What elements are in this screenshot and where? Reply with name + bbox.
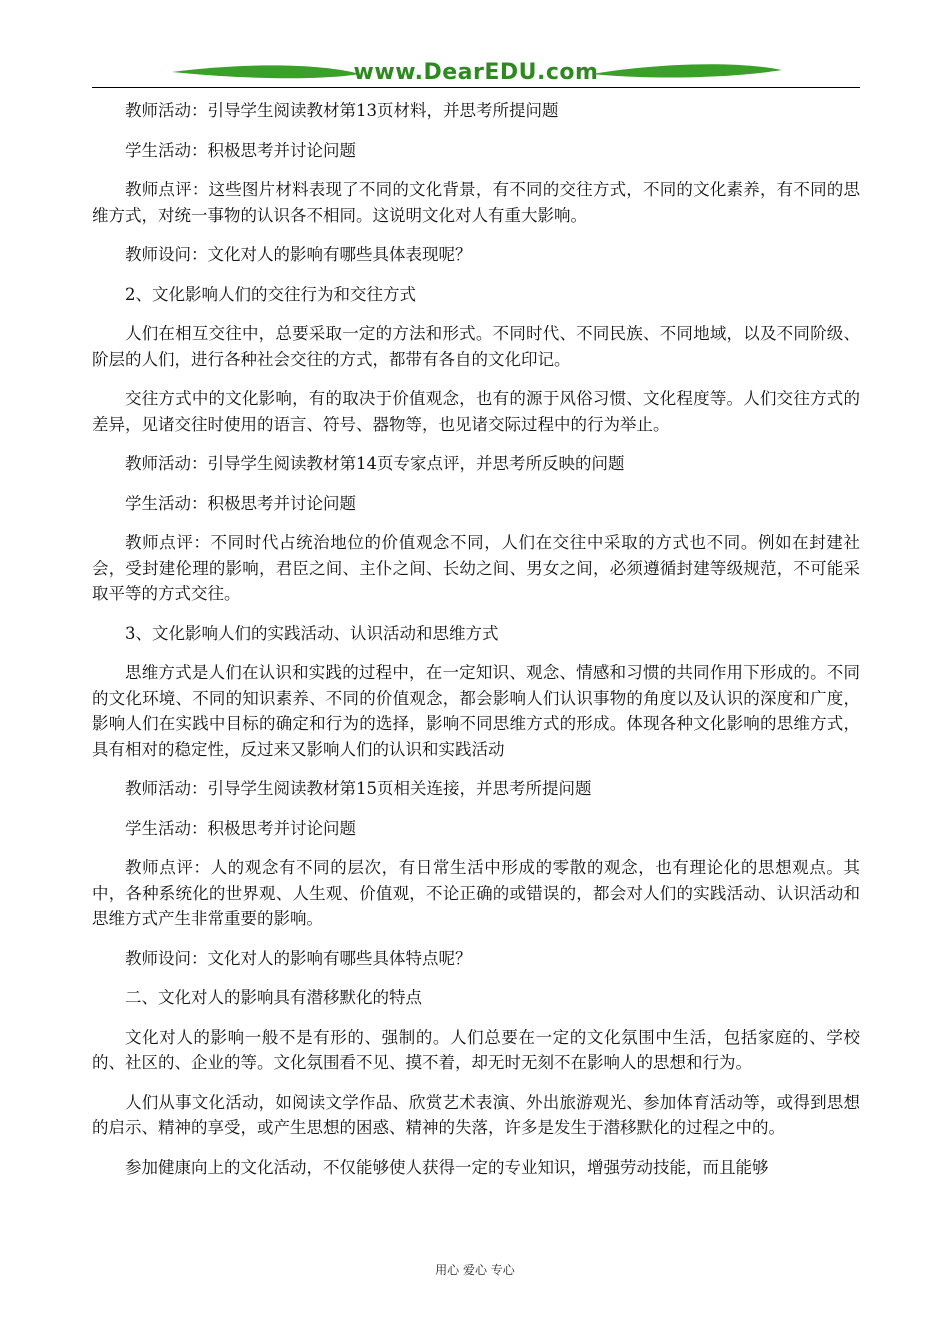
- paragraph: 交往方式中的文化影响，有的取决于价值观念，也有的源于风俗习惯、文化程度等。人们交往方式的差异，见诸交往时使用的语言、符号、器物等，也见诸交际过程中的行为举止。: [92, 389, 860, 434]
- paragraph: 教师点评：这些图片材料表现了不同的文化背景，有不同的交往方式，不同的文化素养，有不同的思维方式，对统一事物的认识各不相同。这说明文化对人有重大影响。: [92, 180, 860, 225]
- paragraph: 人们从事文化活动，如阅读文学作品、欣赏艺术表演、外出旅游观光、参加体育活动等，或得到思想的启示、精神的享受，或产生思想的困惑、精神的失落，许多是发生于潜移默化的过程之中的。: [92, 1092, 860, 1137]
- paragraph: 人们在相互交往中，总要采取一定的方法和形式。不同时代、不同民族、不同地域，以及不同阶级、阶层的人们，进行各种社会交往的方式，都带有各自的文化印记。: [92, 324, 860, 369]
- site-logo[interactable]: www.DearEDU.com: [353, 60, 599, 85]
- page-footer: 用心 爱心 专心: [435, 1263, 515, 1277]
- site-header: [92, 56, 860, 90]
- paragraph: 思维方式是人们在认识和实践的过程中，在一定知识、观念、情感和习惯的共同作用下形成的。不同的文化环境、不同的知识素养、不同的价值观念，都会影响人们认识事物的角度以及认识的深度和广度，影响人们在实践中目标的确定和行为的选择，影响不同思维方式的形成。体现各种文化影响的思维方式，具有相对的稳定性，反过来又影响人们的认识和实践活动: [92, 663, 860, 759]
- section-heading: 二、文化对人的影响具有潜移默化的特点: [125, 988, 422, 1007]
- paragraph: 教师活动：引导学生阅读教材第15页相关连接，并思考所提问题: [125, 779, 592, 798]
- section-heading: 3、文化影响人们的实践活动、认识活动和思维方式: [125, 623, 499, 643]
- header-divider: [92, 87, 860, 88]
- paragraph: 教师点评：不同时代占统治地位的价值观念不同，人们在交往中采取的方式也不同。例如在封建社会，受封建伦理的影响，君臣之间、主仆之间、长幼之间、男女之间，必须遵循封建等级规范，不可能采取平等的方式交往。: [92, 533, 860, 603]
- paragraph: 教师活动：引导学生阅读教材第14页专家点评，并思考所反映的问题: [125, 454, 625, 473]
- paragraph: 教师设问：文化对人的影响有哪些具体表现呢？: [125, 245, 472, 264]
- paragraph: 参加健康向上的文化活动，不仅能够使人获得一定的专业知识，增强劳动技能，而且能够: [125, 1157, 769, 1177]
- paragraph: 学生活动：积极思考并讨论问题: [125, 140, 356, 160]
- document-body: [92, 98, 860, 1194]
- paragraph: 教师点评：人的观念有不同的层次，有日常生活中形成的零散的观念，也有理论化的思想观点。其中，各种系统化的世界观、人生观、价值观，不论正确的或错误的，都会对人们的实践活动、认识活动和思维方式产生非常重要的影响。: [92, 858, 860, 928]
- paragraph: 教师活动：引导学生阅读教材第13页材料，并思考所提问题: [125, 101, 559, 120]
- paragraph: 教师设问：文化对人的影响有哪些具体特点呢？: [125, 948, 472, 968]
- paragraph: 文化对人的影响一般不是有形的、强制的。人们总要在一定的文化氛围中生活，包括家庭的、学校的、社区的、企业的等。文化氛围看不见、摸不着，却无时无刻不在影响人的思想和行为。: [92, 1027, 860, 1072]
- paragraph: 学生活动：积极思考并讨论问题: [125, 493, 356, 513]
- section-heading: 2、文化影响人们的交往行为和交往方式: [125, 284, 416, 304]
- paragraph: 学生活动：积极思考并讨论问题: [125, 818, 356, 838]
